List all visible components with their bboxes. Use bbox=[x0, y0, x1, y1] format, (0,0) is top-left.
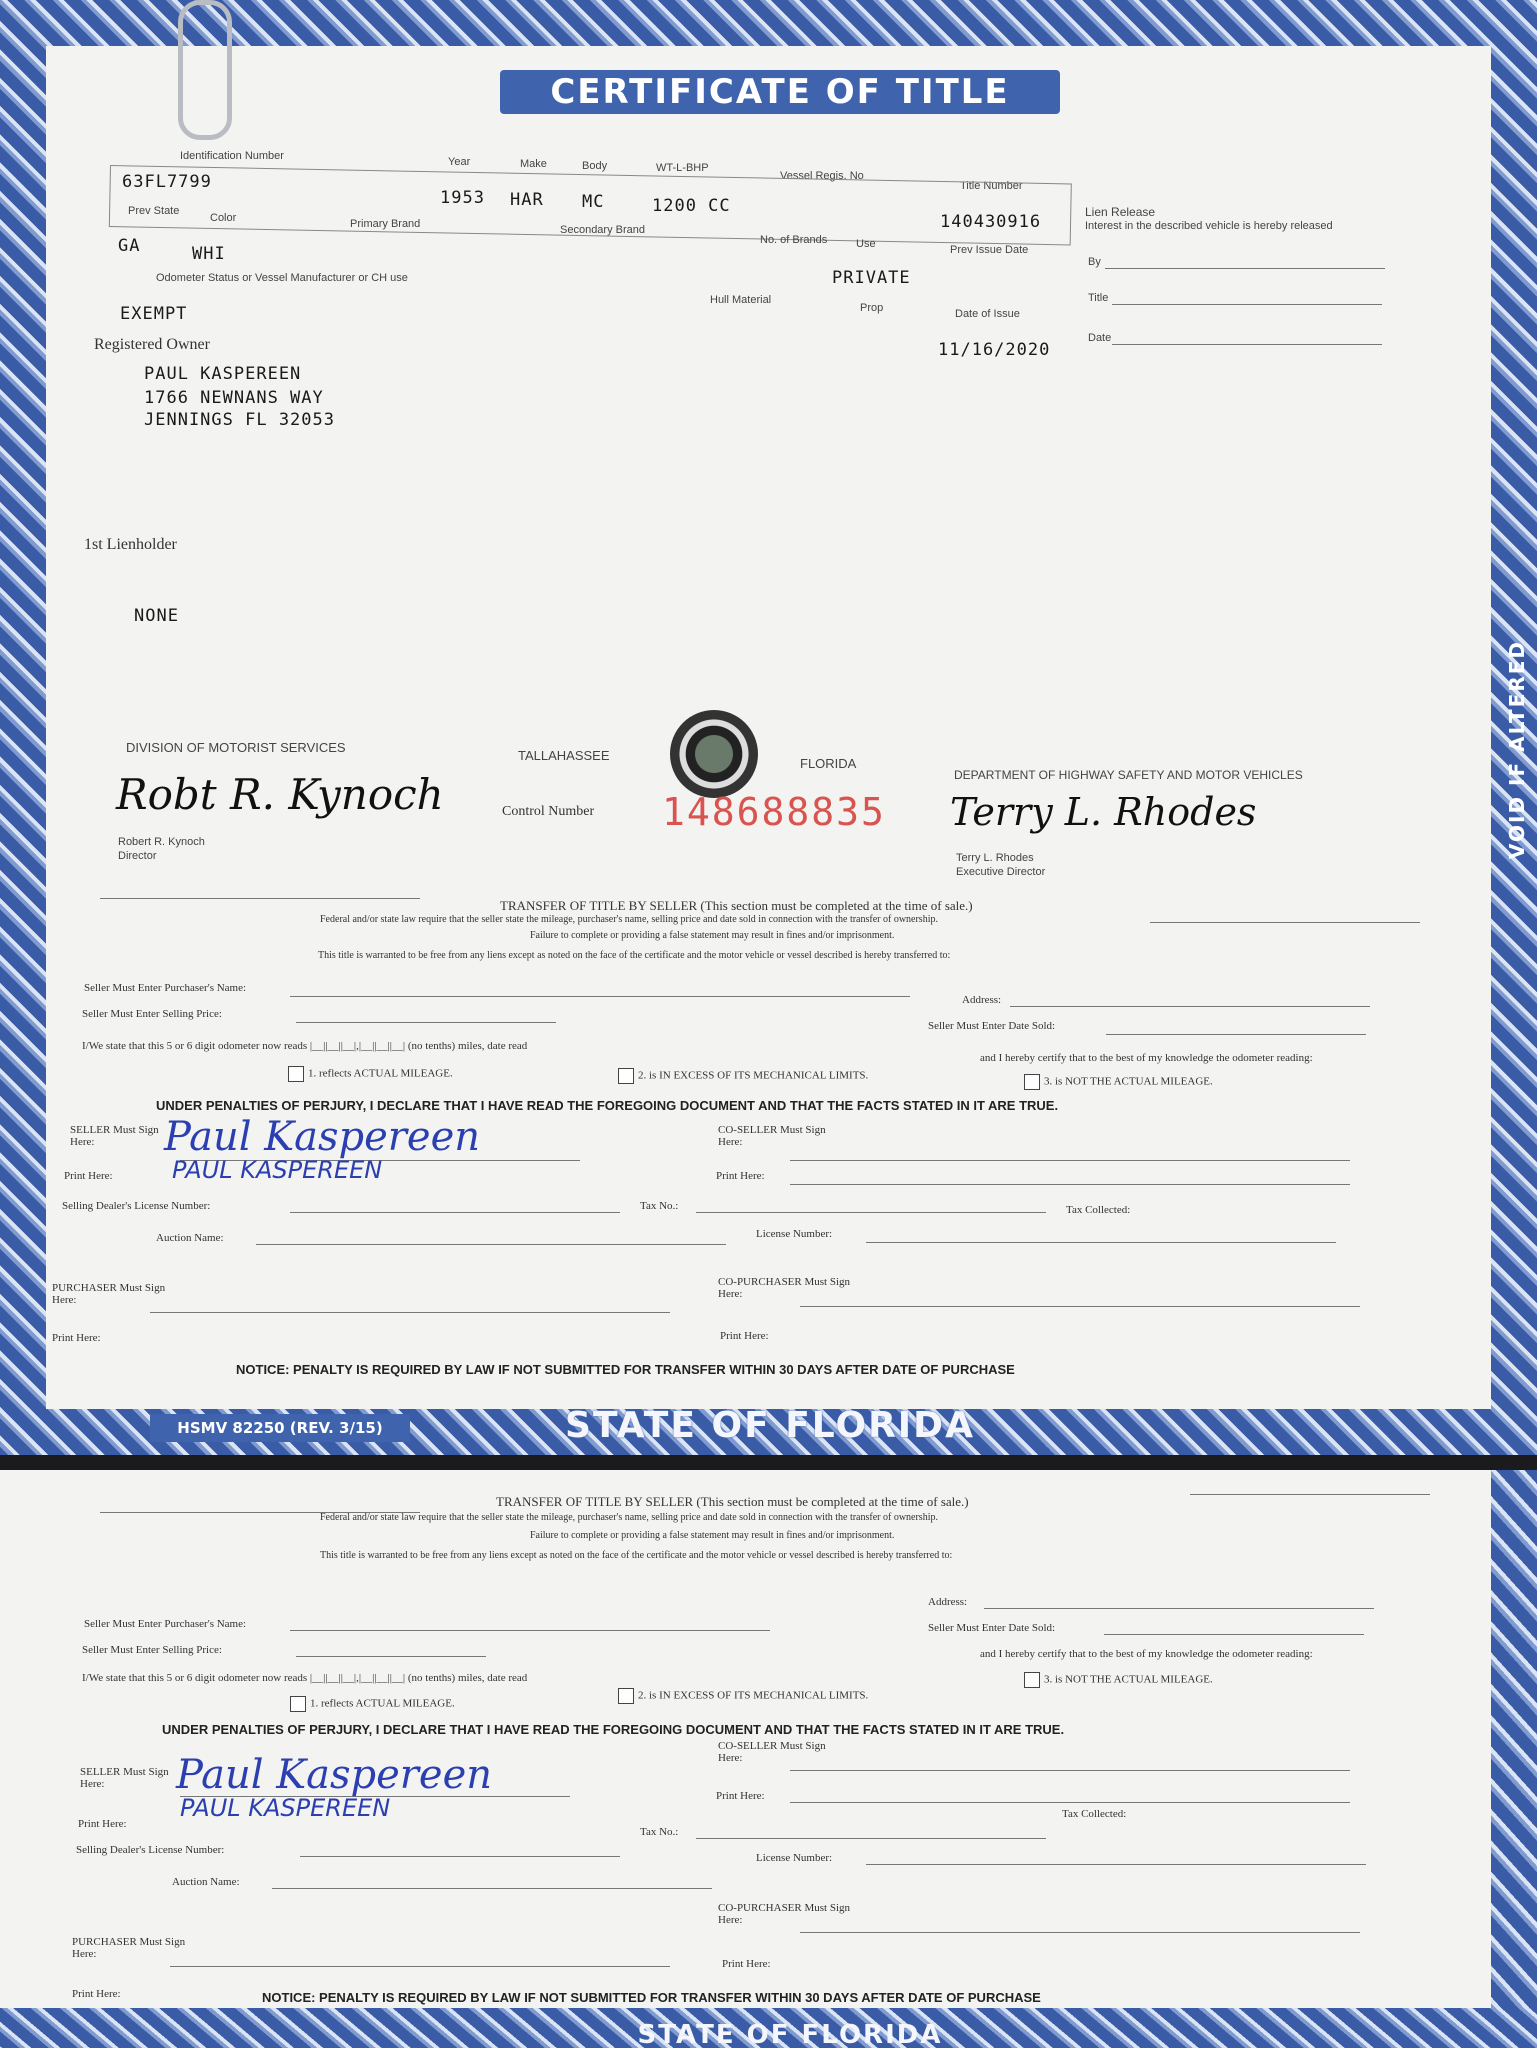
b-seller-sign-label: SELLER Must Sign Here: bbox=[80, 1766, 169, 1790]
lien-release-by: By bbox=[1088, 256, 1101, 268]
purchaser-name-line[interactable] bbox=[290, 996, 910, 997]
dealer-license-line[interactable] bbox=[290, 1212, 620, 1213]
b-tax-collected-label: Tax Collected: bbox=[1062, 1808, 1127, 1820]
b-transfer-line-2: Failure to complete or providing a false statement may result in fines and/or imprisonment. bbox=[530, 1530, 895, 1541]
department-name: DEPARTMENT OF HIGHWAY SAFETY AND MOTOR VEHICLES bbox=[954, 768, 1303, 782]
b-dealer-license-line[interactable] bbox=[300, 1856, 620, 1857]
label-prop: Prop bbox=[860, 302, 884, 314]
control-number-label: Control Number bbox=[502, 804, 595, 819]
owner-street: 1766 NEWNANS WAY bbox=[144, 388, 324, 408]
lien-release-title-label: Title bbox=[1088, 292, 1109, 304]
identification-number: 63FL7799 bbox=[122, 172, 212, 192]
b-co-purchaser-sign-line[interactable] bbox=[800, 1932, 1360, 1933]
label-color: Color bbox=[210, 212, 237, 224]
b-checkbox-excess-limits[interactable] bbox=[618, 1688, 634, 1704]
director-title: Director bbox=[118, 850, 157, 862]
b-option-actual-mileage[interactable] bbox=[290, 1696, 455, 1712]
b-purchaser-sign-line[interactable] bbox=[170, 1966, 670, 1967]
odometer-statement: I/We state that this 5 or 6 digit odometer now reads |__||__||__|,|__||__||__| (no tenths) miles, date read bbox=[82, 1040, 528, 1052]
b-option-excess-limits-label: 2. is IN EXCESS OF ITS MECHANICAL LIMITS. bbox=[638, 1689, 869, 1702]
tax-collected-label: Tax Collected: bbox=[1066, 1204, 1131, 1216]
label-wt-l-bhp: WT-L-BHP bbox=[656, 162, 709, 174]
co-seller-print-line[interactable] bbox=[790, 1184, 1350, 1185]
b-certify-statement: and I hereby certify that to the best of my knowledge the odometer reading: bbox=[980, 1648, 1313, 1660]
prev-state-value: GA bbox=[118, 236, 141, 256]
b-option-actual-mileage-label: 1. reflects ACTUAL MILEAGE. bbox=[310, 1697, 455, 1710]
b-selling-price-label: Seller Must Enter Selling Price: bbox=[82, 1644, 222, 1656]
selling-price-label: Seller Must Enter Selling Price: bbox=[82, 1008, 222, 1020]
director-name: Robert R. Kynoch bbox=[118, 836, 205, 848]
label-year: Year bbox=[448, 156, 471, 168]
label-registered-owner: Registered Owner bbox=[94, 336, 210, 353]
b-co-seller-print-line[interactable] bbox=[790, 1802, 1350, 1803]
executive-director-name: Terry L. Rhodes bbox=[956, 852, 1034, 864]
label-prev-state: Prev State bbox=[128, 205, 180, 217]
b-purchaser-name-label: Seller Must Enter Purchaser's Name: bbox=[84, 1618, 247, 1630]
auction-name-label: Auction Name: bbox=[156, 1232, 224, 1244]
penalty-notice: NOTICE: PENALTY IS REQUIRED BY LAW IF NOT SUBMITTED FOR TRANSFER WITHIN 30 DAYS AFTER DATE OF PURCHASE bbox=[236, 1362, 1015, 1377]
selling-price-line[interactable] bbox=[296, 1022, 556, 1023]
option-actual-mileage[interactable] bbox=[288, 1066, 453, 1082]
seller-printed-name: PAUL KASPEREEN bbox=[172, 1156, 383, 1184]
option-not-actual[interactable] bbox=[1024, 1074, 1213, 1090]
purchaser-print-label: Print Here: bbox=[52, 1332, 101, 1344]
b-transfer-heading-rule-right bbox=[1190, 1494, 1430, 1495]
state-footer: STATE OF FLORIDA bbox=[565, 1405, 975, 1446]
b-odometer-statement: I/We state that this 5 or 6 digit odometer now reads |__||__||__|,|__||__||__| (no tenths) miles, date read bbox=[82, 1672, 528, 1684]
void-if-altered: VOID IF ALTERED bbox=[1505, 640, 1529, 860]
use-value: PRIVATE bbox=[832, 268, 911, 288]
odometer-status-value: EXEMPT bbox=[120, 304, 188, 324]
b-purchaser-sign-label: PURCHASER Must Sign Here: bbox=[72, 1936, 186, 1960]
co-purchaser-sign-label: CO-PURCHASER Must Sign Here: bbox=[718, 1276, 851, 1300]
executive-director-title: Executive Director bbox=[956, 866, 1046, 878]
seller-signature: Paul Kaspereen bbox=[164, 1114, 480, 1160]
b-auction-name-label: Auction Name: bbox=[172, 1876, 240, 1888]
executive-director-signature: Terry L. Rhodes bbox=[950, 790, 1257, 834]
owner-name: PAUL KASPEREEN bbox=[144, 364, 302, 384]
b-auction-name-line[interactable] bbox=[272, 1888, 712, 1889]
transfer-heading: TRANSFER OF TITLE BY SELLER (This section must be completed at the time of sale.) bbox=[500, 898, 973, 913]
division-name: DIVISION OF MOTORIST SERVICES bbox=[126, 740, 346, 755]
transfer-line-3: This title is warranted to be free from any liens except as noted on the face of the certificate and the motor vehicle or vessel described is hereby transferred to: bbox=[318, 950, 951, 961]
auction-name-line[interactable] bbox=[256, 1244, 726, 1245]
dealer-license-label: Selling Dealer's License Number: bbox=[62, 1200, 211, 1212]
label-no-of-brands: No. of Brands bbox=[760, 234, 828, 246]
tax-no-label: Tax No.: bbox=[640, 1200, 679, 1212]
label-hull-material: Hull Material bbox=[710, 294, 772, 306]
co-seller-sign-label: CO-SELLER Must Sign Here: bbox=[718, 1124, 826, 1148]
b-option-excess-limits[interactable] bbox=[618, 1688, 868, 1704]
b-transfer-line-3: This title is warranted to be free from any liens except as noted on the face of the certificate and the motor vehicle or vessel described is hereby transferred to: bbox=[320, 1550, 953, 1561]
lien-release-date-line bbox=[1112, 344, 1382, 345]
lien-release-text: Interest in the described vehicle is hereby released bbox=[1085, 220, 1333, 232]
license-number-line[interactable] bbox=[866, 1242, 1336, 1243]
option-actual-mileage-label: 1. reflects ACTUAL MILEAGE. bbox=[308, 1067, 453, 1080]
title-number-value: 140430916 bbox=[940, 212, 1042, 232]
tax-no-line[interactable] bbox=[696, 1212, 1046, 1213]
b-co-seller-sign-label: CO-SELLER Must Sign Here: bbox=[718, 1740, 826, 1764]
date-of-issue-value: 11/16/2020 bbox=[938, 340, 1051, 360]
b-tax-no-line[interactable] bbox=[696, 1838, 1046, 1839]
label-primary-brand: Primary Brand bbox=[350, 218, 421, 230]
label-secondary-brand: Secondary Brand bbox=[560, 224, 645, 236]
option-excess-limits-label: 2. is IN EXCESS OF ITS MECHANICAL LIMITS. bbox=[638, 1069, 869, 1082]
b-perjury-statement: UNDER PENALTIES OF PERJURY, I DECLARE THAT I HAVE READ THE FOREGOING DOCUMENT AND THAT THE FACTS STATED IN IT ARE TRUE. bbox=[162, 1722, 1065, 1737]
b-checkbox-not-actual[interactable] bbox=[1024, 1672, 1040, 1688]
date-sold-label: Seller Must Enter Date Sold: bbox=[928, 1020, 1056, 1032]
label-lienholder: 1st Lienholder bbox=[84, 536, 177, 553]
purchaser-sign-line[interactable] bbox=[150, 1312, 670, 1313]
lien-release-by-line bbox=[1105, 268, 1385, 269]
perjury-statement: UNDER PENALTIES OF PERJURY, I DECLARE THAT I HAVE READ THE FOREGOING DOCUMENT AND THAT THE FACTS STATED IN IT ARE TRUE. bbox=[156, 1098, 1059, 1113]
label-use: Use bbox=[856, 238, 876, 250]
purchaser-name-label: Seller Must Enter Purchaser's Name: bbox=[84, 982, 247, 994]
state-seal-icon bbox=[670, 710, 758, 798]
control-number: 148688835 bbox=[662, 790, 886, 834]
make-value: HAR bbox=[510, 190, 544, 210]
transfer-heading-rule-left bbox=[100, 898, 420, 899]
transfer-heading-rule-right bbox=[1150, 922, 1420, 923]
lien-release-title: Lien Release bbox=[1085, 205, 1156, 219]
checkbox-actual-mileage[interactable] bbox=[288, 1066, 304, 1082]
address-label: Address: bbox=[962, 994, 1002, 1006]
b-transfer-heading: TRANSFER OF TITLE BY SELLER (This section must be completed at the time of sale.) bbox=[496, 1494, 969, 1509]
co-purchaser-print-label: Print Here: bbox=[720, 1330, 769, 1342]
label-make: Make bbox=[520, 158, 547, 170]
body-value: MC bbox=[582, 192, 605, 212]
director-signature: Robt R. Kynoch bbox=[116, 770, 444, 819]
label-date-of-issue: Date of Issue bbox=[955, 308, 1020, 320]
certify-statement: and I hereby certify that to the best of my knowledge the odometer reading: bbox=[980, 1052, 1313, 1064]
b-option-not-actual[interactable] bbox=[1024, 1672, 1213, 1688]
b-seller-print-label: Print Here: bbox=[78, 1818, 127, 1830]
b-checkbox-actual-mileage[interactable] bbox=[290, 1696, 306, 1712]
b-license-number-line[interactable] bbox=[866, 1864, 1366, 1865]
b-address-label: Address: bbox=[928, 1596, 968, 1608]
lien-release-title-line bbox=[1112, 304, 1382, 305]
b-co-purchaser-sign-label: CO-PURCHASER Must Sign Here: bbox=[718, 1902, 851, 1926]
b-co-seller-sign-line[interactable] bbox=[790, 1770, 1350, 1771]
b-option-not-actual-label: 3. is NOT THE ACTUAL MILEAGE. bbox=[1044, 1673, 1213, 1686]
checkbox-excess-limits[interactable] bbox=[618, 1068, 634, 1084]
co-seller-sign-line[interactable] bbox=[790, 1160, 1350, 1161]
purchaser-sign-label: PURCHASER Must Sign Here: bbox=[52, 1282, 166, 1306]
b-license-number-label: License Number: bbox=[756, 1852, 833, 1864]
city-name: TALLAHASSEE bbox=[518, 748, 610, 763]
date-sold-line[interactable] bbox=[1106, 1034, 1366, 1035]
lienholder-value: NONE bbox=[134, 606, 179, 626]
b-date-sold-label: Seller Must Enter Date Sold: bbox=[928, 1622, 1056, 1634]
b-co-seller-print-label: Print Here: bbox=[716, 1790, 765, 1802]
b-transfer-line-1: Federal and/or state law require that the seller state the mileage, purchaser's name, selling price and date sold in connection with the transfer of ownership. bbox=[320, 1512, 938, 1523]
option-excess-limits[interactable] bbox=[618, 1068, 868, 1084]
seller-sign-label: SELLER Must Sign Here: bbox=[70, 1124, 159, 1148]
owner-city: JENNINGS FL 32053 bbox=[144, 410, 335, 430]
b-purchaser-print-label: Print Here: bbox=[72, 1988, 121, 2000]
certificate-heading: CERTIFICATE OF TITLE bbox=[500, 70, 1060, 114]
paper-clip bbox=[178, 0, 232, 140]
b-address-line[interactable] bbox=[984, 1608, 1374, 1609]
co-purchaser-sign-line[interactable] bbox=[800, 1306, 1360, 1307]
state-name: FLORIDA bbox=[800, 756, 857, 771]
co-seller-print-label: Print Here: bbox=[716, 1170, 765, 1182]
form-number: HSMV 82250 (REV. 3/15) bbox=[150, 1414, 410, 1442]
label-body: Body bbox=[582, 160, 608, 172]
b-seller-signature: Paul Kaspereen bbox=[176, 1752, 492, 1798]
b-selling-price-line[interactable] bbox=[296, 1656, 486, 1657]
seller-print-label: Print Here: bbox=[64, 1170, 113, 1182]
wt-l-bhp-value: 1200 CC bbox=[652, 196, 731, 216]
option-not-actual-label: 3. is NOT THE ACTUAL MILEAGE. bbox=[1044, 1075, 1213, 1088]
b-date-sold-line[interactable] bbox=[1104, 1634, 1364, 1635]
transfer-line-1: Federal and/or state law require that the seller state the mileage, purchaser's name, selling price and date sold in connection with the transfer of ownership. bbox=[320, 914, 938, 925]
label-title-number: Title Number bbox=[960, 180, 1023, 192]
year-value: 1953 bbox=[440, 188, 485, 208]
checkbox-not-actual[interactable] bbox=[1024, 1074, 1040, 1090]
b-tax-no-label: Tax No.: bbox=[640, 1826, 679, 1838]
b-state-footer: STATE OF FLORIDA bbox=[637, 2022, 943, 2048]
transfer-line-2: Failure to complete or providing a false statement may result in fines and/or imprisonment. bbox=[530, 930, 895, 941]
lien-release-date: Date bbox=[1088, 332, 1112, 344]
label-odometer-status: Odometer Status or Vessel Manufacturer or CH use bbox=[156, 272, 408, 284]
label-identification-number: Identification Number bbox=[180, 150, 284, 162]
label-prev-issue-date: Prev Issue Date bbox=[950, 244, 1029, 256]
b-purchaser-name-line[interactable] bbox=[290, 1630, 770, 1631]
b-penalty-notice: NOTICE: PENALTY IS REQUIRED BY LAW IF NOT SUBMITTED FOR TRANSFER WITHIN 30 DAYS AFTER DATE OF PURCHASE bbox=[262, 1990, 1041, 2005]
b-seller-printed-name: PAUL KASPEREEN bbox=[180, 1794, 391, 1822]
address-line[interactable] bbox=[1010, 1006, 1370, 1007]
license-number-label: License Number: bbox=[756, 1228, 833, 1240]
label-vessel-regis-no: Vessel Regis. No bbox=[780, 170, 864, 182]
color-value: WHI bbox=[192, 244, 226, 264]
b-co-purchaser-print-label: Print Here: bbox=[722, 1958, 771, 1970]
b-dealer-license-label: Selling Dealer's License Number: bbox=[76, 1844, 225, 1856]
